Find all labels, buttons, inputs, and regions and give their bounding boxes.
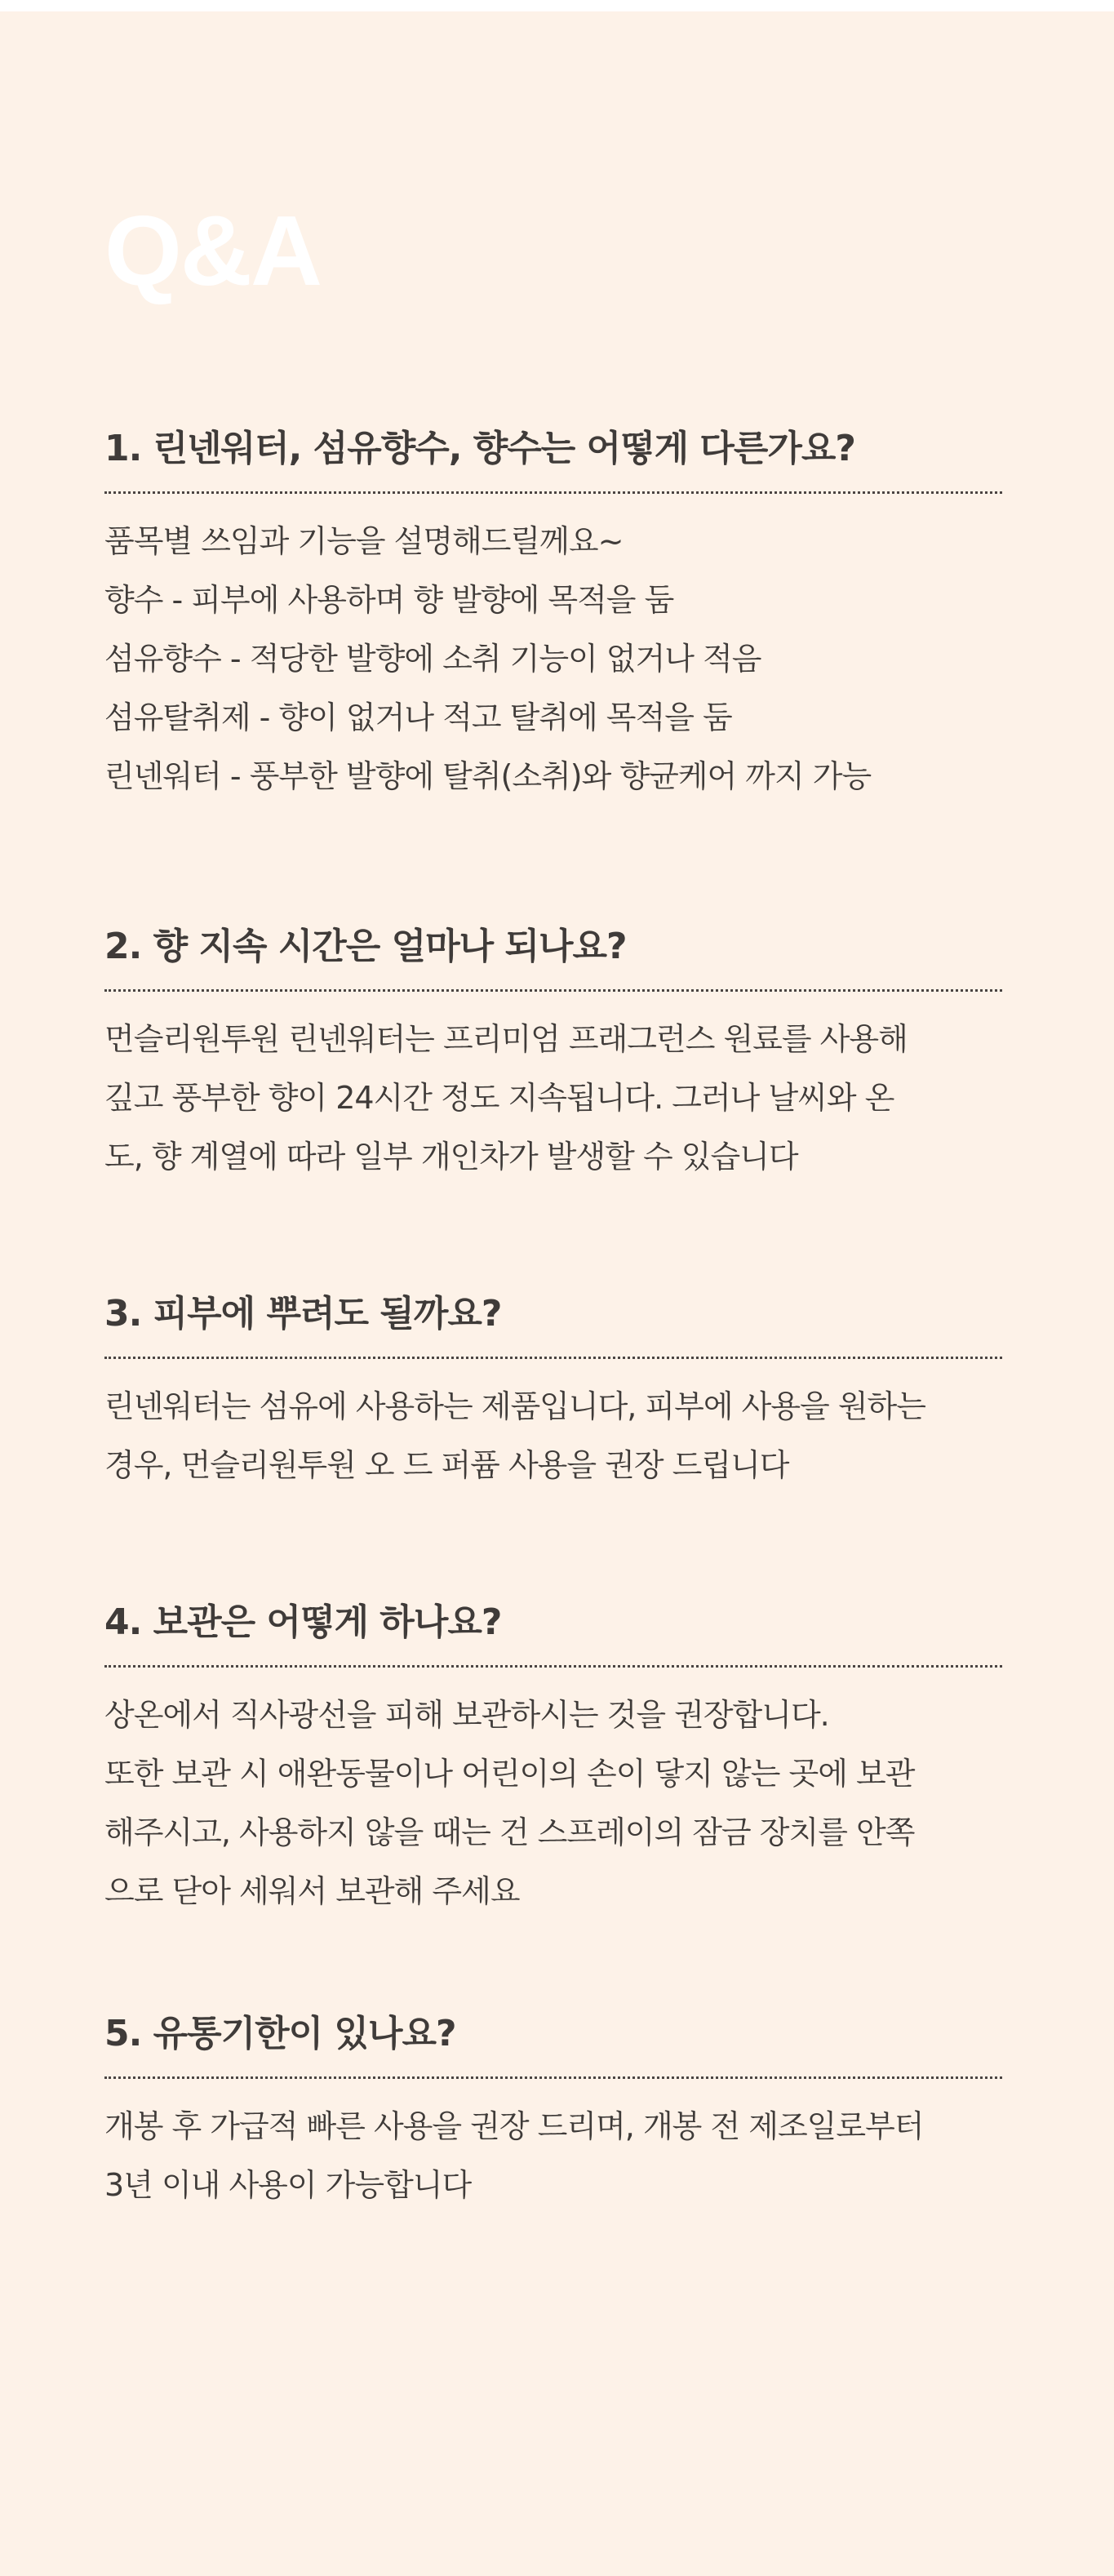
question-4: 4. 보관은 어떻게 하나요?	[104, 1601, 502, 1643]
answer-3	[104, 1377, 1002, 1495]
answer-4-line-1: 상온에서 직사광선을 피해 보관하시는 것을 권장합니다.	[104, 1697, 829, 1733]
answer-5	[104, 2097, 1002, 2214]
answer-1-line-3: 섬유향수 - 적당한 발향에 소취 기능이 없거나 적음	[104, 641, 761, 677]
answer-5-line-1: 개봉 후 가급적 빠른 사용을 권장 드리며, 개봉 전 제조일로부터	[104, 2108, 924, 2144]
qa-item-5	[104, 2010, 1002, 2214]
answer-2-line-1: 먼슬리원투원 린넨워터는 프리미엄 프래그런스 원료를 사용해	[104, 1021, 908, 1057]
answer-4-line-3: 해주시고, 사용하지 않을 때는 건 스프레이의 잠금 장치를 안쪽	[104, 1814, 915, 1850]
qa-heading: Q&A	[104, 195, 322, 306]
answer-1-line-2: 향수 - 피부에 사용하며 향 발향에 목적을 둠	[104, 582, 674, 618]
answer-2	[104, 1010, 1002, 1186]
answer-2-line-3: 도, 향 계열에 따라 일부 개인차가 발생할 수 있습니다	[104, 1139, 798, 1175]
qa-page	[0, 11, 1114, 2576]
qa-item-3	[104, 1290, 1002, 1495]
question-1: 1. 린넨워터, 섬유향수, 향수는 어떻게 다른가요?	[104, 428, 855, 469]
answer-3-line-1: 린넨워터는 섬유에 사용하는 제품입니다, 피부에 사용을 원하는	[104, 1388, 925, 1424]
answer-5-line-2: 3년 이내 사용이 가능합니다	[104, 2167, 472, 2203]
answer-3-line-2: 경우, 먼슬리원투원 오 드 퍼퓸 사용을 권장 드립니다	[104, 1447, 789, 1483]
qa-item-4	[104, 1598, 1002, 1921]
answer-1-line-4: 섬유탈취제 - 향이 없거나 적고 탈취에 목적을 둠	[104, 700, 732, 735]
qa-item-2	[104, 922, 1002, 1186]
dotted-divider	[104, 989, 1002, 992]
question-3: 3. 피부에 뿌려도 될까요?	[104, 1293, 502, 1335]
answer-2-line-2: 깊고 풍부한 향이 24시간 정도 지속됩니다. 그러나 날씨와 온	[104, 1080, 894, 1116]
answer-1	[104, 512, 1002, 806]
answer-1-line-1: 품목별 쓰임과 기능을 설명해드릴께요~	[104, 523, 624, 559]
answer-4-line-4: 으로 닫아 세워서 보관해 주세요	[104, 1873, 520, 1909]
answer-1-line-5: 린넨워터 - 풍부한 발향에 탈취(소취)와 향균케어 까지 가능	[104, 758, 872, 794]
dotted-divider	[104, 1357, 1002, 1359]
question-5: 5. 유통기한이 있나요?	[104, 2013, 456, 2054]
question-2: 2. 향 지속 시간은 얼마나 되나요?	[104, 926, 627, 967]
qa-item-1	[104, 424, 1002, 806]
dotted-divider	[104, 491, 1002, 494]
answer-4	[104, 1686, 1002, 1921]
answer-4-line-2: 또한 보관 시 애완동물이나 어린이의 손이 닿지 않는 곳에 보관	[104, 1756, 915, 1792]
dotted-divider	[104, 1665, 1002, 1668]
dotted-divider	[104, 2076, 1002, 2079]
